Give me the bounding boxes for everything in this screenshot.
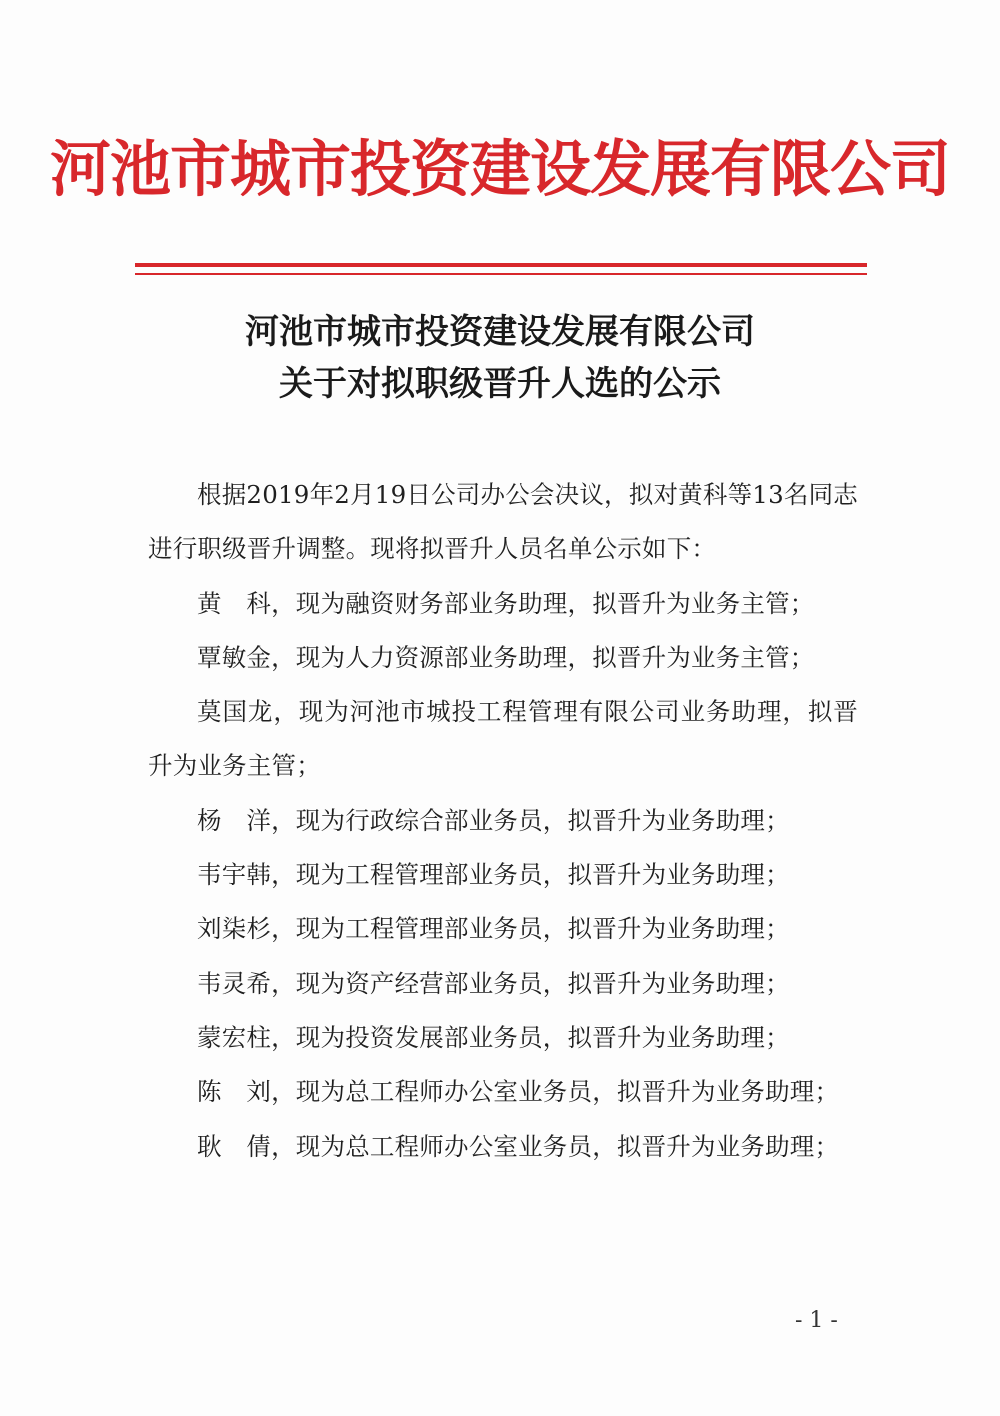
- list-item: 耿 倩，现为总工程师办公室业务员，拟晋升为业务助理；: [197, 1131, 840, 1161]
- intro-paragraph: 根据2019年2月19日公司办公会决议，拟对黄科等13名同志进行职级晋升调整。现将拟晋升人员名单公示如下：: [148, 480, 858, 564]
- list-item: 刘柒杉，现为工程管理部业务员，拟晋升为业务助理；: [197, 914, 790, 944]
- letterhead-rule-thick: [135, 263, 867, 267]
- list-item: 蒙宏柱，现为投资发展部业务员，拟晋升为业务助理；: [197, 1022, 790, 1052]
- list-item: 陈 刘，现为总工程师办公室业务员，拟晋升为业务助理；: [197, 1077, 840, 1107]
- list-item: 韦灵希，现为资产经营部业务员，拟晋升为业务助理；: [197, 968, 790, 998]
- list-item: 莫国龙，现为河池市城投工程管理有限公司业务助理，拟晋升为业务主管；: [148, 697, 858, 781]
- document-title-line-1: 河池市城市投资建设发展有限公司: [245, 312, 755, 352]
- list-item: 杨 洋，现为行政综合部业务员，拟晋升为业务助理；: [197, 805, 790, 835]
- list-item: 覃敏金，现为人力资源部业务助理，拟晋升为业务主管；: [197, 642, 815, 672]
- letterhead-rule-thin: [135, 273, 867, 275]
- document-body: [148, 468, 858, 1174]
- list-item: 黄 科，现为融资财务部业务助理，拟晋升为业务主管；: [197, 588, 815, 618]
- list-item: 韦宇韩，现为工程管理部业务员，拟晋升为业务助理；: [197, 860, 790, 890]
- letterhead-org-name: 河池市城市投资建设发展有限公司: [49, 134, 950, 205]
- document-title-line-2: 关于对拟职级晋升人选的公示: [279, 364, 721, 404]
- page-number: - 1 -: [795, 1308, 838, 1333]
